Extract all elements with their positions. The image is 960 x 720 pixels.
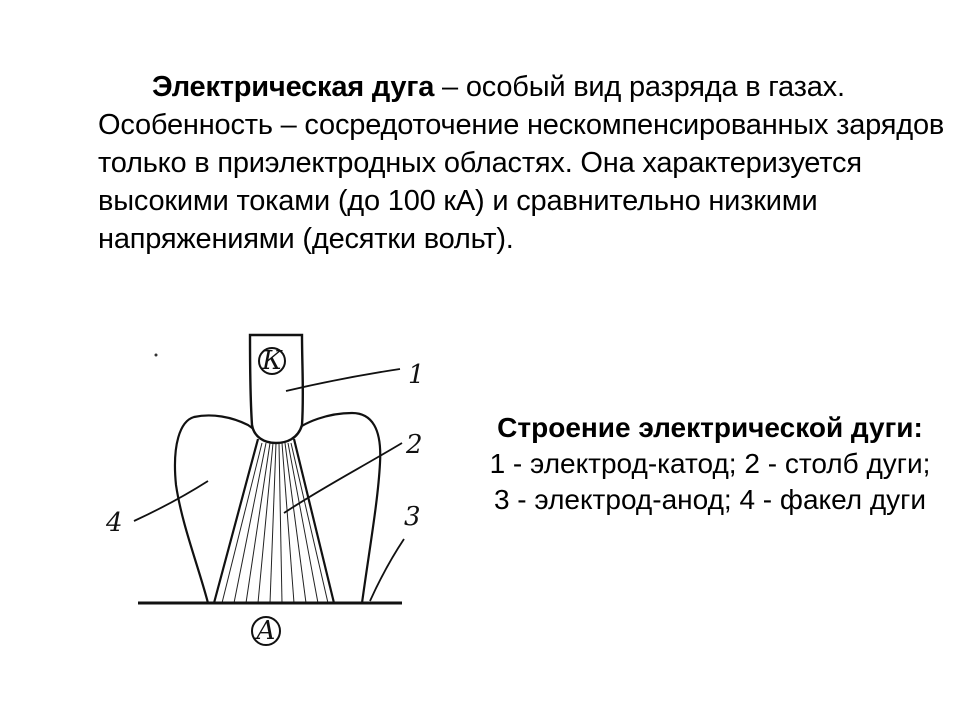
diagram-caption <box>480 410 940 518</box>
stray-dot <box>155 354 158 357</box>
leader-line-4 <box>134 481 208 521</box>
arc-flame-outline <box>175 415 260 603</box>
caption-body: 1 - электрод-катод; 2 - столб дуги; 3 - электрод-анод; 4 - факел дуги <box>489 448 931 515</box>
intro-text: – особый вид разряда в газах. Особенность – сосредоточение нескомпенсированных зарядов только в приэлектродных областях. Она характеризуется высокими токами (до 100 кА) и сравнительно низкими напряжениями (десятки вольт). <box>98 71 945 255</box>
anode-mark: А <box>256 616 276 646</box>
label-2: 2 <box>406 430 423 460</box>
intro-term: Электрическая дуга <box>152 71 435 103</box>
label-4: 4 <box>106 508 123 538</box>
arc-column-right-edge <box>294 439 334 603</box>
arc-column-left-edge <box>214 439 258 603</box>
arc-flame-outline-right <box>290 413 380 603</box>
leader-line-3 <box>370 539 404 601</box>
arc-diagram-drawing <box>90 325 430 670</box>
caption-title: Строение электрической дуги: <box>497 412 923 443</box>
leader-line-2 <box>284 443 402 513</box>
label-1: 1 <box>408 360 425 390</box>
arc-column <box>222 443 328 603</box>
intro-paragraph <box>98 68 958 258</box>
label-3: 3 <box>404 502 421 532</box>
arc-diagram <box>90 325 430 670</box>
cathode-mark: К <box>261 346 283 376</box>
